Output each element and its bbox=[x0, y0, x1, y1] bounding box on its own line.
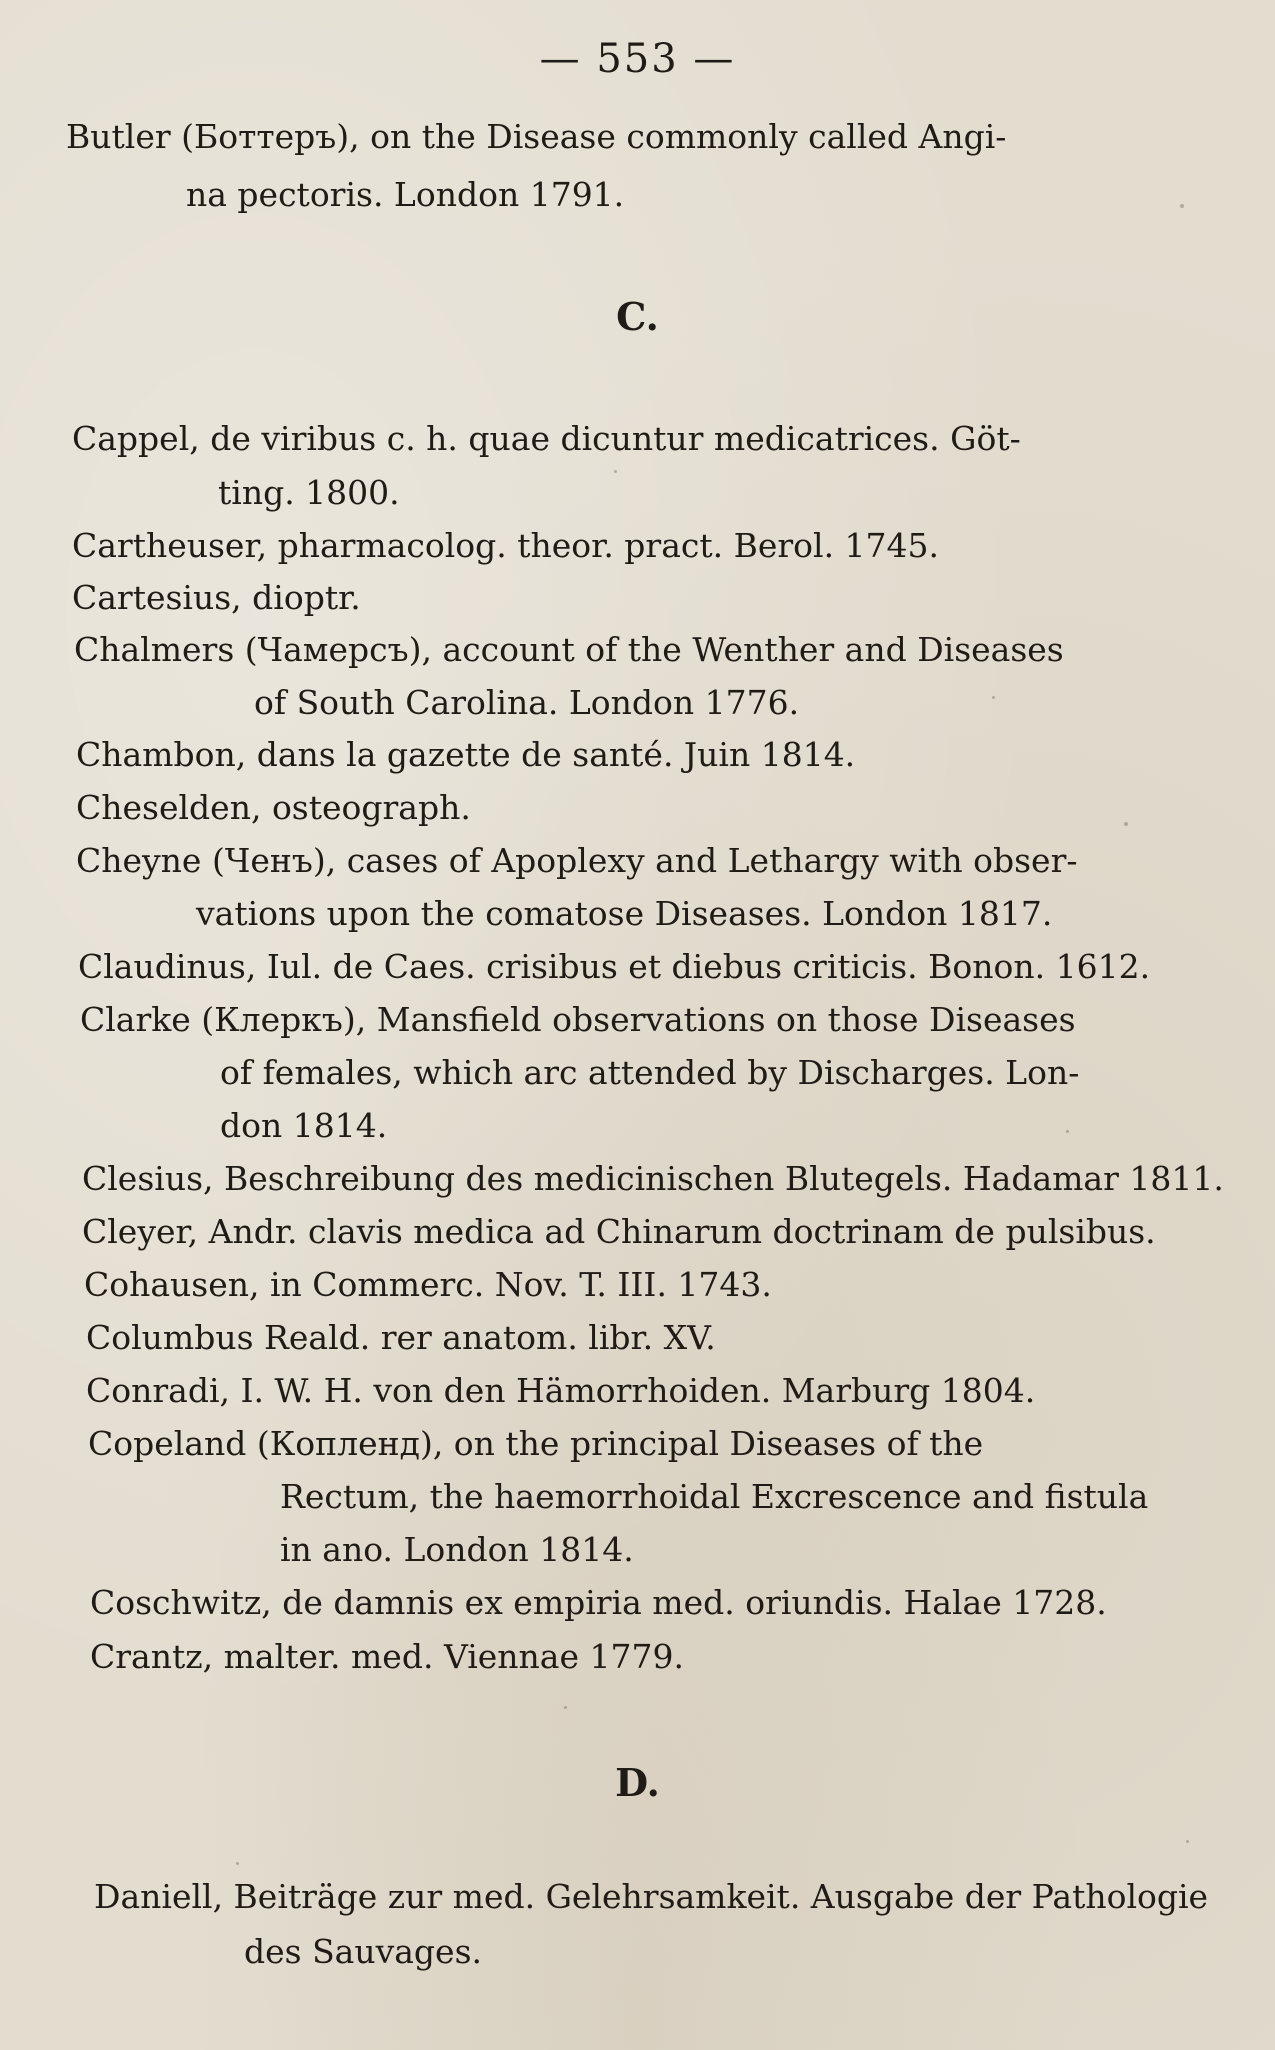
entry-chalmers: Chalmers (Чамерсъ), account of the Wenther and Diseases bbox=[74, 630, 1064, 669]
entry-cappel-cont: ting. 1800. bbox=[218, 473, 400, 512]
entry-cleyer: Cleyer, Andr. clavis medica ad Chinarum doctrinam de pulsibus. bbox=[82, 1212, 1156, 1251]
entry-chambon: Chambon, dans la gazette de santé. Juin 1814. bbox=[76, 735, 856, 774]
entry-cartheuser: Cartheuser, pharmacolog. theor. pract. Berol. 1745. bbox=[72, 526, 940, 565]
entry-clarke-cont-2: don 1814. bbox=[220, 1106, 388, 1145]
entry-cohausen: Cohausen, in Commerc. Nov. T. III. 1743. bbox=[84, 1265, 772, 1304]
entry-cheyne-cont: vations upon the comatose Diseases. London 1817. bbox=[196, 894, 1053, 933]
paper-speck bbox=[614, 470, 617, 473]
entry-cappel: Cappel, de viribus c. h. quae dicuntur medicatrices. Göt- bbox=[72, 419, 1021, 458]
entry-clarke-cont-1: of females, which arc attended by Discharges. Lon- bbox=[220, 1053, 1080, 1092]
entry-crantz: Crantz, malter. med. Viennae 1779. bbox=[90, 1637, 684, 1676]
page-number: — 553 — bbox=[539, 36, 736, 82]
entry-clesius: Clesius, Beschreibung des medicinischen Blutegels. Hadamar 1811. bbox=[82, 1159, 1224, 1198]
entry-coschwitz: Coschwitz, de damnis ex empiria med. oriundis. Halae 1728. bbox=[90, 1583, 1107, 1622]
paper-speck bbox=[1180, 204, 1184, 208]
section-heading-d: D. bbox=[615, 1760, 660, 1805]
entry-claudinus: Claudinus, Iul. de Caes. crisibus et diebus criticis. Bonon. 1612. bbox=[78, 947, 1151, 986]
paper-speck bbox=[236, 1862, 239, 1865]
entry-butler-cont: na pectoris. London 1791. bbox=[186, 175, 625, 214]
entry-daniell: Daniell, Beiträge zur med. Gelehrsamkeit. Ausgabe der Pathologie bbox=[94, 1877, 1209, 1916]
entry-clarke: Clarke (Клеркъ), Mansfield observations on those Diseases bbox=[80, 1000, 1076, 1039]
entry-copeland-cont-2: in ano. London 1814. bbox=[280, 1530, 634, 1569]
entry-daniell-cont: des Sauvages. bbox=[244, 1932, 483, 1971]
entry-copeland-cont-1: Rectum, the haemorrhoidal Excrescence and fistula bbox=[280, 1477, 1149, 1516]
entry-cartesius: Cartesius, dioptr. bbox=[72, 578, 361, 617]
entry-cheyne: Cheyne (Ченъ), cases of Apoplexy and Lethargy with obser- bbox=[76, 841, 1078, 880]
entry-butler: Butler (Боттеръ), on the Disease commonly called Angi- bbox=[66, 117, 1007, 156]
entry-cheselden: Cheselden, osteograph. bbox=[76, 788, 471, 827]
entry-columbus: Columbus Reald. rer anatom. libr. XV. bbox=[86, 1318, 716, 1357]
paper-speck bbox=[992, 696, 995, 699]
paper-speck bbox=[564, 1706, 567, 1709]
entry-copeland: Copeland (Копленд), on the principal Diseases of the bbox=[88, 1424, 984, 1463]
section-heading-c: C. bbox=[616, 294, 659, 339]
paper-speck bbox=[1186, 1840, 1189, 1843]
paper-speck bbox=[1124, 822, 1128, 826]
entry-chalmers-cont: of South Carolina. London 1776. bbox=[254, 683, 800, 722]
entry-conradi: Conradi, I. W. H. von den Hämorrhoiden. Marburg 1804. bbox=[86, 1371, 1036, 1410]
paper-speck bbox=[1066, 1130, 1069, 1133]
